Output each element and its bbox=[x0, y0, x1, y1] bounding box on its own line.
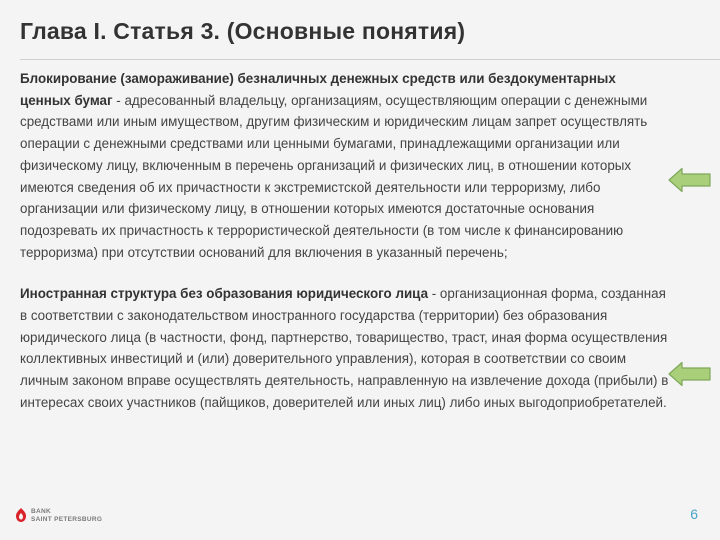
left-arrow-icon bbox=[668, 167, 712, 193]
definition-foreign-structure bbox=[20, 283, 670, 413]
logo-line-1: BANK bbox=[31, 508, 51, 515]
slide-content bbox=[20, 68, 670, 414]
title-divider bbox=[20, 59, 720, 60]
definition-text: - адресованный владельцу, организациям, осуществляющим операции с денежными средствами или иным имуществом, другим физическим и юридическим лицам запрет осуществлять операции с денежными средствами или ценными бумагами, принадлежащими организации или физическому лицу, включенным в перечень организаций и физических лиц, в отношении которых имеются сведения об их причастности к экстремистской деятельности или терроризму, либо организации или физическому лицу, в отношении которых имеются достаточные основания подозревать их причастность к террористической деятельности (в том числе к финансированию терроризма) при отсутствии оснований для включения в указанный перечень; bbox=[20, 92, 648, 260]
logo-icon bbox=[14, 507, 28, 523]
left-arrow-icon bbox=[668, 361, 712, 387]
logo-text bbox=[31, 508, 102, 524]
definition-text: - организационная форма, созданная в соответствии с законодательством иностранного государства (территории) без образования юридического лица (в частности, фонд, партнерство, товарищество, траст, иная форма осуществления коллективных инвестиций и (или) доверительного управления), которая в соответствии со своим личным законом вправе осуществлять деятельность, направленную на извлечение дохода (прибыли) в интересах своих участников (пайщиков, доверителей или иных лиц) либо иных выгодоприобретателей. bbox=[20, 286, 669, 410]
definition-term: Блокирование (замораживание) безналичных денежных средств или бездокументарных ценных бумаг bbox=[20, 71, 616, 108]
definition-blocking bbox=[20, 68, 670, 263]
slide-title: Глава I. Статья 3. (Основные понятия) bbox=[20, 18, 466, 44]
bank-logo bbox=[14, 505, 124, 529]
definition-term: Иностранная структура без образования юридического лица bbox=[20, 286, 429, 302]
page-number: 6 bbox=[690, 506, 698, 522]
logo-line-2: SAINT PETERSBURG bbox=[31, 516, 103, 523]
